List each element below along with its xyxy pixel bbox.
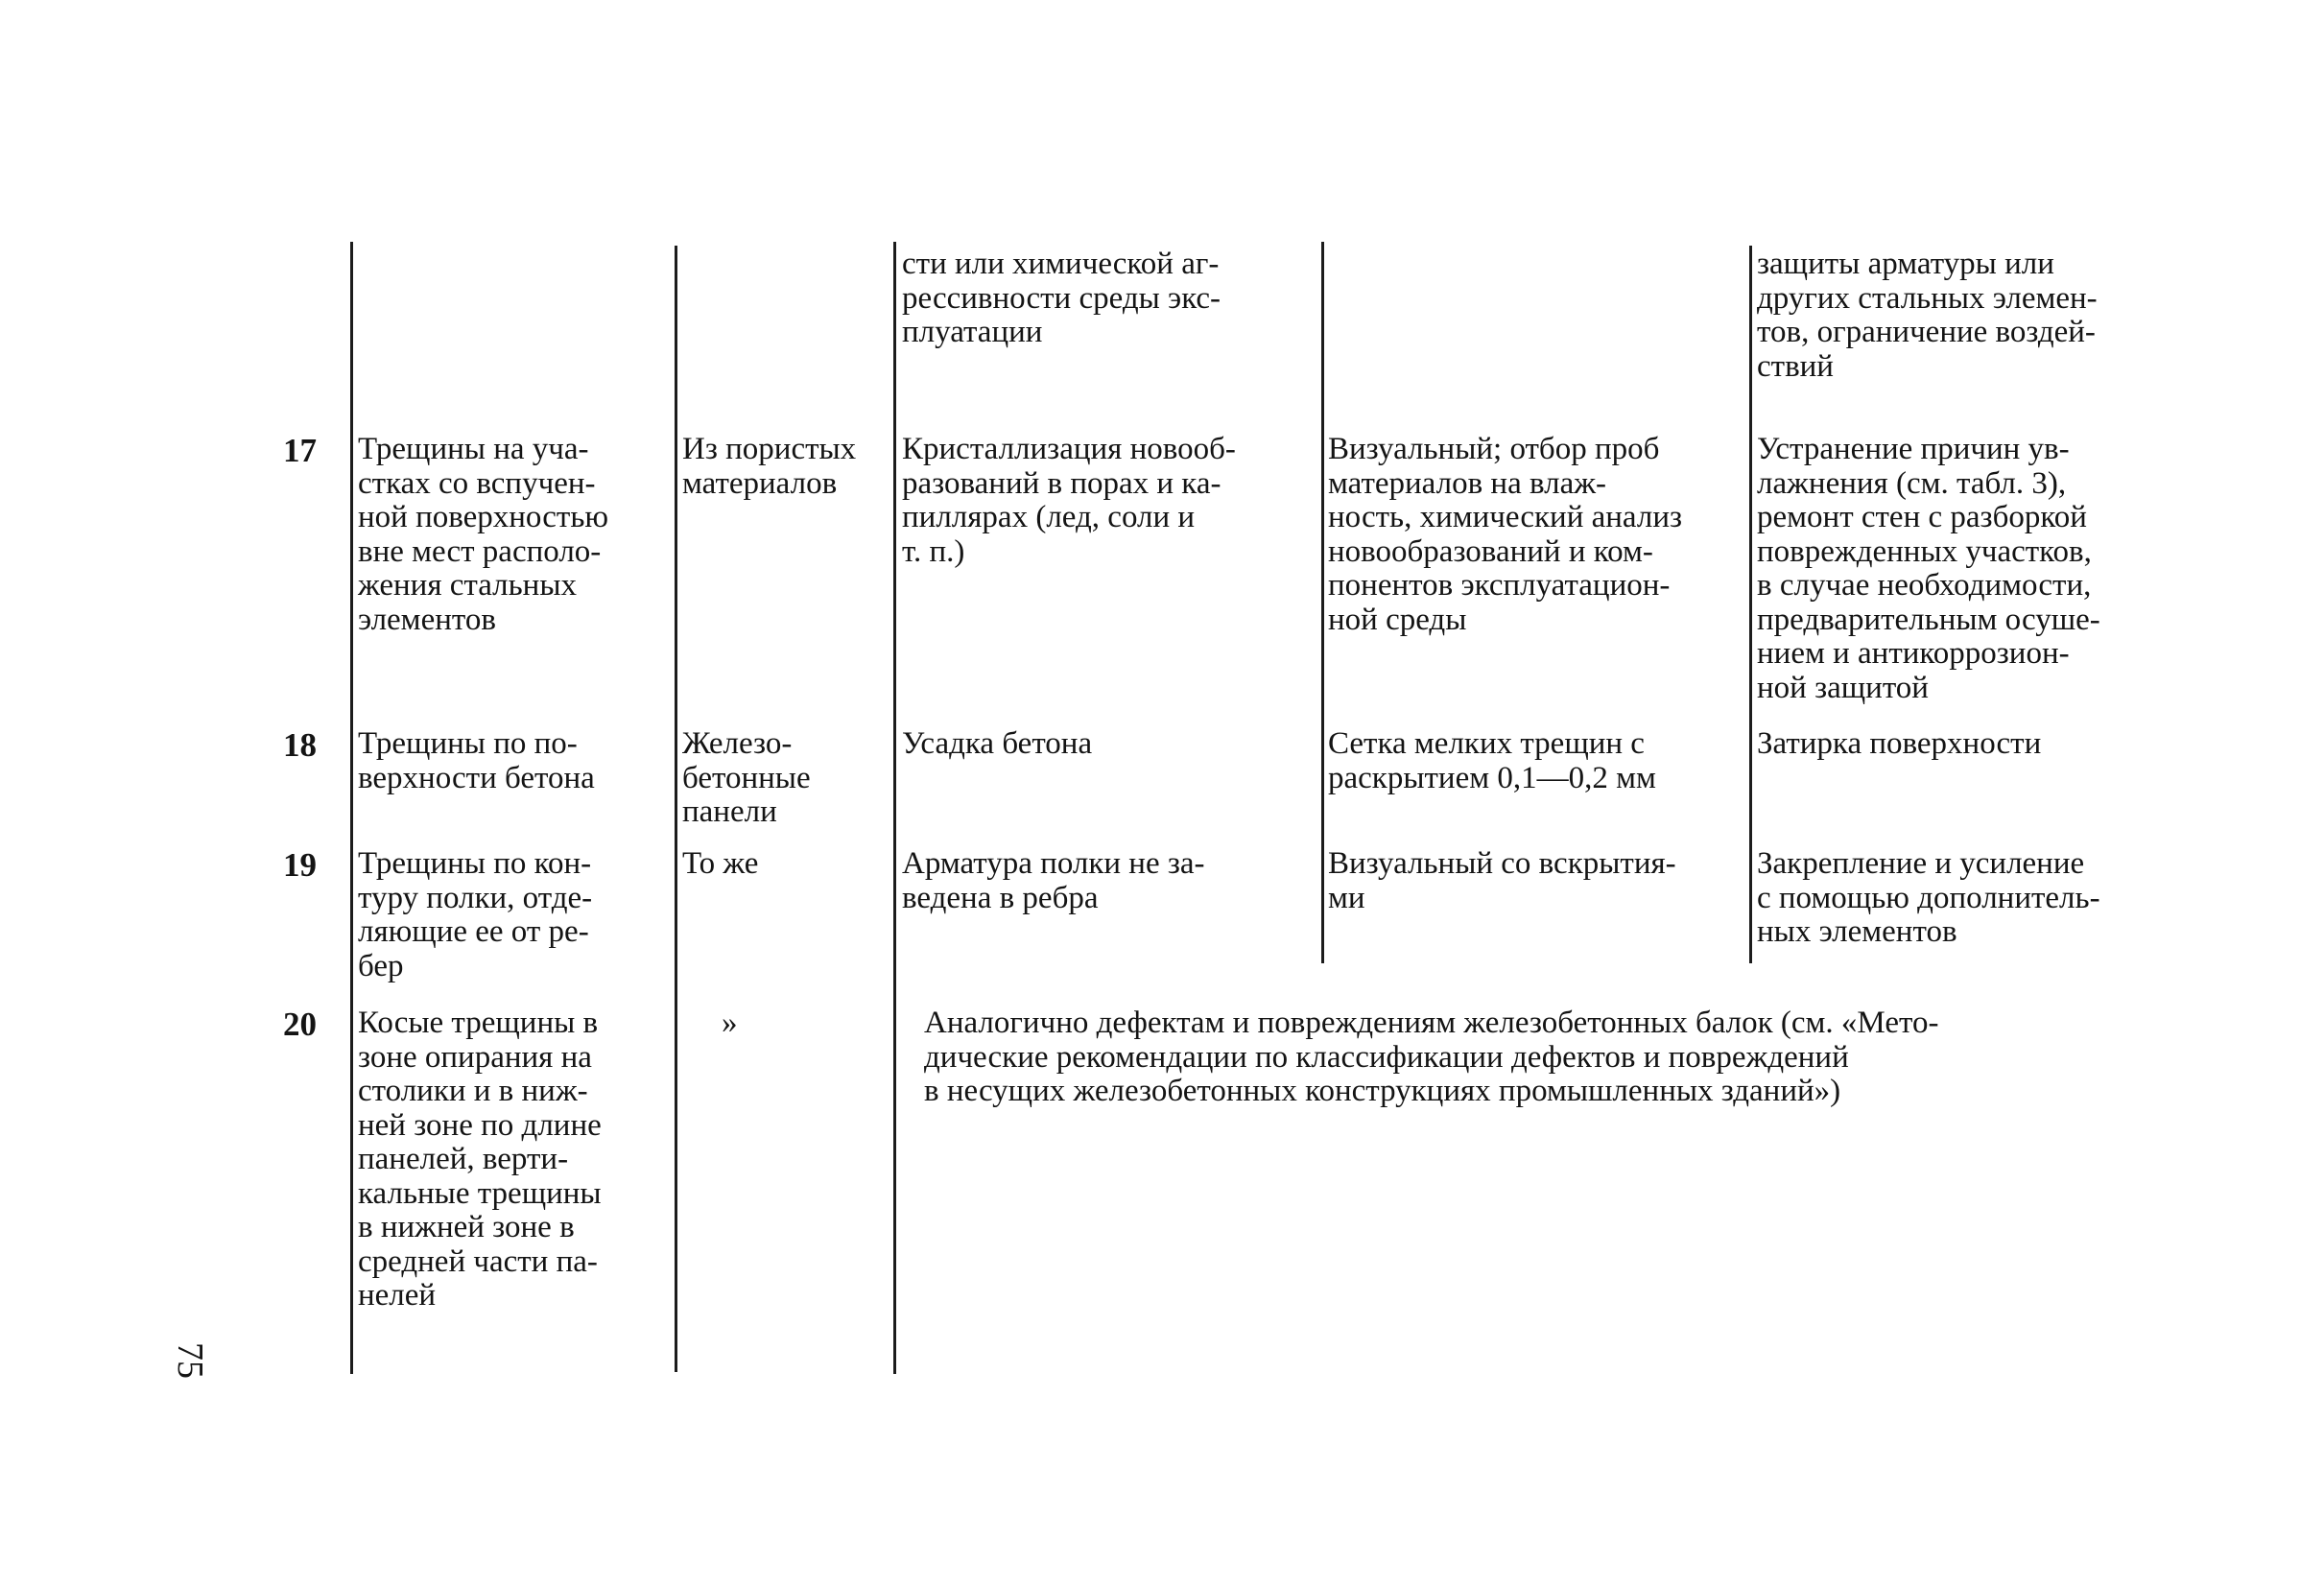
row-19-number: 19: [283, 846, 317, 884]
row-19-material: То же: [682, 846, 759, 881]
row-20-number: 20: [283, 1006, 317, 1043]
row-18-cause: Усадка бетона: [902, 726, 1093, 761]
row-18-defect: Трещины по по- верхности бетона: [358, 726, 595, 795]
page-number: 75: [170, 1342, 210, 1379]
column-rule-4: [1321, 242, 1324, 963]
column-rule-3: [893, 242, 896, 1374]
row-18-number: 18: [283, 726, 317, 764]
row-18-method: Сетка мелких трещин с раскрытием 0,1—0,2 мм: [1328, 726, 1656, 795]
row-20-merged-note: Аналогично дефектам и повреждениям железобетонных балок (см. «Мето- дические рекомендации по классификации дефектов и повреждений в несущих железобетонных конструкциях промышленных зданий»): [924, 1006, 1939, 1108]
row-19-cause: Арматура полки не за- ведена в ребра: [902, 846, 1205, 915]
row-17-method: Визуальный; отбор проб материалов на влаж- ность, химический анализ новообразований и ком- понентов эксплуатацион- ной среды: [1328, 432, 1683, 637]
continuation-remedy: защиты арматуры или других стальных элемен- тов, ограничение воздей- ствий: [1757, 247, 2098, 384]
row-17-remedy: Устранение причин ув- лажнения (см. табл. 3), ремонт стен с разборкой поврежденных участков, в случае необходимости, предварительным осуше- нием и антикоррозион- ной защитой: [1757, 432, 2100, 705]
row-17-material: Из пористых материалов: [682, 432, 857, 501]
row-17-number: 17: [283, 432, 317, 469]
row-18-remedy: Затирка поверхности: [1757, 726, 2042, 761]
column-rule-2: [675, 246, 677, 1372]
row-17-defect: Трещины на уча- стках со вспучен- ной поверхностью вне мест располо- жения стальных элементов: [358, 432, 609, 637]
continuation-cause: сти или химической аг- рессивности среды экс- плуатации: [902, 247, 1221, 349]
row-18-material: Железо- бетонные панели: [682, 726, 811, 829]
row-19-method: Визуальный со вскрытия- ми: [1328, 846, 1676, 915]
row-19-remedy: Закрепление и усиление с помощью дополнитель- ных элементов: [1757, 846, 2100, 949]
column-rule-1: [350, 242, 353, 1374]
row-20-defect: Косые трещины в зоне опирания на столики и в ниж- ней зоне по длине панелей, верти- кальные трещины в нижней зоне в средней части па- нелей: [358, 1006, 602, 1313]
row-20-material: »: [722, 1006, 738, 1040]
row-17-cause: Кристаллизация новооб- разований в порах и ка- пиллярах (лед, соли и т. п.): [902, 432, 1236, 569]
row-19-defect: Трещины по кон- туру полки, отде- ляющие ее от ре- бер: [358, 846, 593, 983]
column-rule-5: [1749, 246, 1752, 963]
